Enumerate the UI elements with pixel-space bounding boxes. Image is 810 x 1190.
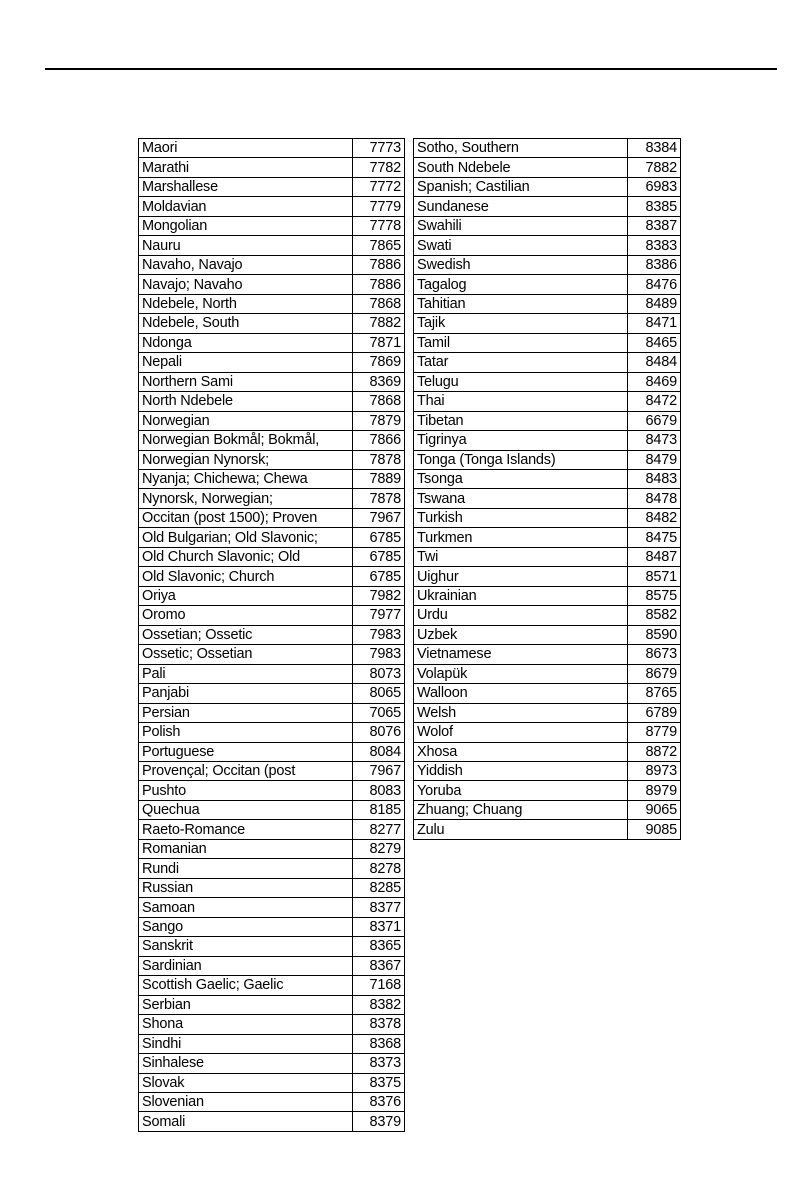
table-row (139, 139, 405, 158)
table-row (139, 878, 405, 897)
table-row (414, 353, 681, 372)
language-name: Provençal; Occitan (post (139, 762, 353, 781)
language-code: 7977 (353, 606, 405, 625)
table-row (139, 216, 405, 235)
language-name: Navaho, Navajo (139, 255, 353, 274)
table-row (414, 177, 681, 196)
language-code: 8065 (353, 684, 405, 703)
table-row (139, 645, 405, 664)
table-row (414, 139, 681, 158)
language-code: 8373 (353, 1054, 405, 1073)
language-code: 8365 (353, 937, 405, 956)
language-code: 7983 (353, 645, 405, 664)
language-name: Thai (414, 392, 628, 411)
language-name: Walloon (414, 684, 628, 703)
language-code: 8465 (628, 333, 681, 352)
table-row (139, 158, 405, 177)
language-code: 8277 (353, 820, 405, 839)
language-code: 8383 (628, 236, 681, 255)
table-row (139, 567, 405, 586)
table-row (139, 1015, 405, 1034)
language-code: 8084 (353, 742, 405, 761)
language-name: Portuguese (139, 742, 353, 761)
table-row (139, 820, 405, 839)
language-name: Zhuang; Chuang (414, 800, 628, 819)
language-name: Old Church Slavonic; Old (139, 547, 353, 566)
language-code: 8483 (628, 469, 681, 488)
table-row (139, 839, 405, 858)
table-row (139, 275, 405, 294)
language-name: Volapük (414, 664, 628, 683)
table-row (139, 392, 405, 411)
language-name: Norwegian (139, 411, 353, 430)
table-row (139, 372, 405, 391)
language-code: 7886 (353, 255, 405, 274)
table-row (139, 236, 405, 255)
language-code: 8872 (628, 742, 681, 761)
language-code: 8279 (353, 839, 405, 858)
language-code: 7967 (353, 762, 405, 781)
language-name: Wolof (414, 723, 628, 742)
language-code: 8382 (353, 995, 405, 1014)
language-code: 8571 (628, 567, 681, 586)
language-name: Ossetic; Ossetian (139, 645, 353, 664)
table-row (414, 431, 681, 450)
language-code: 7772 (353, 177, 405, 196)
table-row (139, 917, 405, 936)
table-body-right (414, 139, 681, 840)
table-row (139, 508, 405, 527)
table-row (139, 976, 405, 995)
language-code: 7889 (353, 469, 405, 488)
language-code: 7778 (353, 216, 405, 235)
language-name: Swedish (414, 255, 628, 274)
language-code: 8385 (628, 197, 681, 216)
language-name: Telugu (414, 372, 628, 391)
language-name: Vietnamese (414, 645, 628, 664)
language-name: Serbian (139, 995, 353, 1014)
language-code: 8765 (628, 684, 681, 703)
table-row (139, 684, 405, 703)
table-row (139, 294, 405, 313)
table-row (139, 1054, 405, 1073)
language-code: 7878 (353, 489, 405, 508)
language-name: Urdu (414, 606, 628, 625)
language-name: Norwegian Bokmål; Bokmål, (139, 431, 353, 450)
language-name: Tajik (414, 314, 628, 333)
table-row (414, 800, 681, 819)
language-code: 8472 (628, 392, 681, 411)
language-name: Rundi (139, 859, 353, 878)
table-row (414, 275, 681, 294)
table-row (139, 1112, 405, 1131)
table-row (139, 742, 405, 761)
language-name: Old Slavonic; Church (139, 567, 353, 586)
language-name: Uighur (414, 567, 628, 586)
header-rule (45, 68, 777, 70)
table-row (414, 567, 681, 586)
language-name: Ndonga (139, 333, 353, 352)
language-code: 8278 (353, 859, 405, 878)
language-code: 9065 (628, 800, 681, 819)
language-code: 6785 (353, 528, 405, 547)
language-code: 8379 (353, 1112, 405, 1131)
language-name: Panjabi (139, 684, 353, 703)
language-name: Swati (414, 236, 628, 255)
table-row (414, 762, 681, 781)
language-code: 7982 (353, 586, 405, 605)
table-row (139, 898, 405, 917)
language-code: 7866 (353, 431, 405, 450)
language-name: Pushto (139, 781, 353, 800)
table-row (139, 1073, 405, 1092)
language-code: 7882 (353, 314, 405, 333)
table-row (414, 703, 681, 722)
table-row (139, 411, 405, 430)
language-name: Slovak (139, 1073, 353, 1092)
language-name: Sotho, Southern (414, 139, 628, 158)
table-row (414, 625, 681, 644)
language-name: Persian (139, 703, 353, 722)
table-row (139, 664, 405, 683)
table-row (139, 333, 405, 352)
language-name: Polish (139, 723, 353, 742)
language-name: Nauru (139, 236, 353, 255)
table-row (414, 508, 681, 527)
language-code-table-left (138, 138, 405, 1132)
table-row (139, 800, 405, 819)
language-name: Xhosa (414, 742, 628, 761)
table-row (414, 294, 681, 313)
language-name: Spanish; Castilian (414, 177, 628, 196)
language-name: Old Bulgarian; Old Slavonic; (139, 528, 353, 547)
language-name: Samoan (139, 898, 353, 917)
language-name: Tagalog (414, 275, 628, 294)
language-code: 7882 (628, 158, 681, 177)
language-name: Zulu (414, 820, 628, 839)
language-name: Sardinian (139, 956, 353, 975)
table-row (139, 528, 405, 547)
language-code: 7886 (353, 275, 405, 294)
table-row (139, 547, 405, 566)
table-row (414, 684, 681, 703)
table-row (139, 1092, 405, 1111)
language-name: Ossetian; Ossetic (139, 625, 353, 644)
table-row (414, 411, 681, 430)
language-name: Oromo (139, 606, 353, 625)
language-code: 8471 (628, 314, 681, 333)
language-name: Ndebele, North (139, 294, 353, 313)
language-name: Quechua (139, 800, 353, 819)
language-code: 8185 (353, 800, 405, 819)
language-name: Slovenian (139, 1092, 353, 1111)
language-name: Sanskrit (139, 937, 353, 956)
language-name: Turkmen (414, 528, 628, 547)
table-row (139, 995, 405, 1014)
table-row (414, 528, 681, 547)
table-row (139, 469, 405, 488)
table-row (414, 820, 681, 839)
language-name: Moldavian (139, 197, 353, 216)
language-code: 8378 (353, 1015, 405, 1034)
language-code: 8478 (628, 489, 681, 508)
language-code: 8073 (353, 664, 405, 683)
table-row (414, 606, 681, 625)
table-row (414, 489, 681, 508)
table-row (139, 606, 405, 625)
language-code: 8387 (628, 216, 681, 235)
language-name: Scottish Gaelic; Gaelic (139, 976, 353, 995)
language-name: Twi (414, 547, 628, 566)
language-name: North Ndebele (139, 392, 353, 411)
language-code: 7868 (353, 294, 405, 313)
table-row (139, 859, 405, 878)
language-name: Pali (139, 664, 353, 683)
table-row (414, 314, 681, 333)
language-name: Tatar (414, 353, 628, 372)
language-name: Nyanja; Chichewa; Chewa (139, 469, 353, 488)
language-name: Romanian (139, 839, 353, 858)
table-row (139, 781, 405, 800)
table-row (139, 723, 405, 742)
table-row (414, 742, 681, 761)
language-name: Turkish (414, 508, 628, 527)
language-code: 7879 (353, 411, 405, 430)
table-row (414, 392, 681, 411)
language-code: 7871 (353, 333, 405, 352)
table-row (139, 703, 405, 722)
language-name: Ndebele, South (139, 314, 353, 333)
language-code: 8973 (628, 762, 681, 781)
table-row (414, 547, 681, 566)
table-row (414, 586, 681, 605)
language-code: 8375 (353, 1073, 405, 1092)
language-name: Marshallese (139, 177, 353, 196)
language-name: Nepali (139, 353, 353, 372)
table-row (139, 353, 405, 372)
language-code: 7065 (353, 703, 405, 722)
language-code: 8979 (628, 781, 681, 800)
language-name: Welsh (414, 703, 628, 722)
language-name: Tonga (Tonga Islands) (414, 450, 628, 469)
language-code: 8484 (628, 353, 681, 372)
table-row (139, 450, 405, 469)
table-row (139, 937, 405, 956)
language-code: 7782 (353, 158, 405, 177)
language-code: 8386 (628, 255, 681, 274)
language-code: 8076 (353, 723, 405, 742)
language-code: 7983 (353, 625, 405, 644)
language-name: Navajo; Navaho (139, 275, 353, 294)
language-code: 8482 (628, 508, 681, 527)
language-code: 7779 (353, 197, 405, 216)
table-row (139, 586, 405, 605)
table-row (414, 781, 681, 800)
language-name: Ukrainian (414, 586, 628, 605)
table-row (414, 333, 681, 352)
language-name: Maori (139, 139, 353, 158)
table-row (139, 314, 405, 333)
language-code: 6679 (628, 411, 681, 430)
language-code: 8083 (353, 781, 405, 800)
language-code: 7868 (353, 392, 405, 411)
language-name: South Ndebele (414, 158, 628, 177)
language-name: Sango (139, 917, 353, 936)
language-code: 7773 (353, 139, 405, 158)
language-code: 8476 (628, 275, 681, 294)
table-body-left (139, 139, 405, 1132)
language-code: 7878 (353, 450, 405, 469)
language-code: 8779 (628, 723, 681, 742)
table-row (414, 723, 681, 742)
language-code: 8679 (628, 664, 681, 683)
language-name: Norwegian Nynorsk; (139, 450, 353, 469)
language-code: 7869 (353, 353, 405, 372)
language-name: Occitan (post 1500); Proven (139, 508, 353, 527)
language-name: Marathi (139, 158, 353, 177)
language-code: 8377 (353, 898, 405, 917)
table-row (414, 255, 681, 274)
table-row (414, 469, 681, 488)
table-row (139, 762, 405, 781)
language-name: Tigrinya (414, 431, 628, 450)
language-code: 7168 (353, 976, 405, 995)
language-code: 8376 (353, 1092, 405, 1111)
table-row (139, 625, 405, 644)
language-code: 8469 (628, 372, 681, 391)
language-name: Sindhi (139, 1034, 353, 1053)
language-code: 8489 (628, 294, 681, 313)
language-code: 8369 (353, 372, 405, 391)
language-code: 8368 (353, 1034, 405, 1053)
table-row (414, 216, 681, 235)
language-name: Shona (139, 1015, 353, 1034)
language-code: 8367 (353, 956, 405, 975)
language-name: Mongolian (139, 216, 353, 235)
language-name: Oriya (139, 586, 353, 605)
table-row (414, 197, 681, 216)
language-code: 6789 (628, 703, 681, 722)
language-name: Somali (139, 1112, 353, 1131)
table-row (414, 664, 681, 683)
table-row (139, 489, 405, 508)
language-name: Tamil (414, 333, 628, 352)
language-name: Nynorsk, Norwegian; (139, 489, 353, 508)
language-name: Raeto-Romance (139, 820, 353, 839)
language-code: 7865 (353, 236, 405, 255)
language-code-table-right (413, 138, 681, 840)
language-code: 6983 (628, 177, 681, 196)
table-row (414, 372, 681, 391)
language-code: 9085 (628, 820, 681, 839)
language-name: Tswana (414, 489, 628, 508)
language-code: 8479 (628, 450, 681, 469)
language-code: 7967 (353, 508, 405, 527)
table-row (414, 645, 681, 664)
language-name: Yoruba (414, 781, 628, 800)
table-row (414, 450, 681, 469)
table-row (414, 236, 681, 255)
language-code: 8285 (353, 878, 405, 897)
language-name: Tahitian (414, 294, 628, 313)
table-row (139, 431, 405, 450)
language-code: 8371 (353, 917, 405, 936)
table-row (414, 158, 681, 177)
language-code: 8590 (628, 625, 681, 644)
language-name: Swahili (414, 216, 628, 235)
table-row (139, 1034, 405, 1053)
table-row (139, 956, 405, 975)
language-name: Tsonga (414, 469, 628, 488)
language-name: Yiddish (414, 762, 628, 781)
language-code: 8487 (628, 547, 681, 566)
language-name: Sinhalese (139, 1054, 353, 1073)
language-name: Tibetan (414, 411, 628, 430)
language-code: 6785 (353, 567, 405, 586)
language-code: 8473 (628, 431, 681, 450)
language-name: Russian (139, 878, 353, 897)
table-row (139, 255, 405, 274)
language-code: 8475 (628, 528, 681, 547)
language-name: Sundanese (414, 197, 628, 216)
language-name: Uzbek (414, 625, 628, 644)
language-code: 8384 (628, 139, 681, 158)
language-code: 8582 (628, 606, 681, 625)
language-code: 8575 (628, 586, 681, 605)
language-name: Northern Sami (139, 372, 353, 391)
language-code: 8673 (628, 645, 681, 664)
language-code: 6785 (353, 547, 405, 566)
table-row (139, 177, 405, 196)
table-row (139, 197, 405, 216)
